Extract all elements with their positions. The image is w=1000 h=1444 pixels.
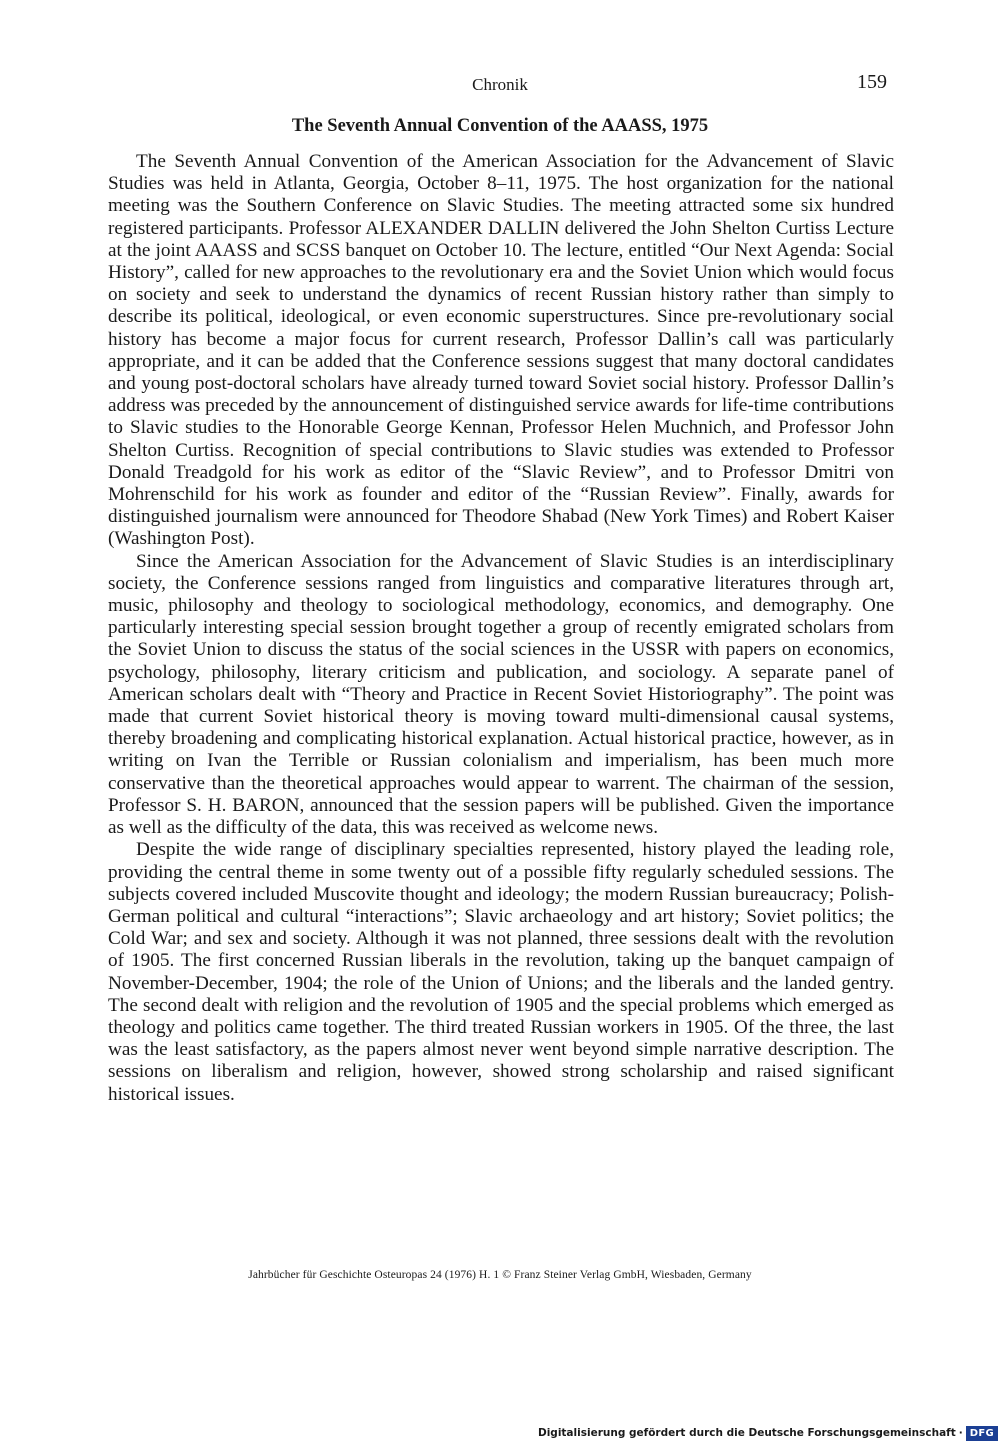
- digitization-text: Digitalisierung gefördert durch die Deutsche Forschungsgemeinschaft: [537, 1427, 956, 1439]
- dfg-logo-icon: DFG: [966, 1426, 998, 1441]
- paragraph: Since the American Association for the Advancement of Slavic Studies is an interdisciplinary society, the Conference sessions ranged from linguistics and comparative literatures through art, music, philosophy and theology to sociological methodology, economics, and demography. One particularly interesting special session brought together a group of recently emigrated scholars from the Soviet Union to discuss the status of the social sciences in the USSR with papers on economics, psychology, philosophy, literary criticism and publication, and sociology. A separate panel of American scholars dealt with “Theory and Practice in Recent Soviet Historiography”. The point was made that current Soviet historical theory is moving toward multi-dimensional causal systems, thereby broadening and complicating historical explanation. Actual historical practice, however, as in writing on Ivan the Terrible or Russian colonialism and imperialism, has been much more conservative than the theoretical approaches would appear to warrent. The chairman of the session, Professor S. H. BARON, announced that the session papers will be published. Given the importance as well as the difficulty of the data, this was received as welcome news.: [108, 550, 894, 839]
- article-body: [108, 151, 894, 1106]
- article-title: The Seventh Annual Convention of the AAASS, 1975: [291, 116, 709, 136]
- separator: ·: [958, 1427, 963, 1439]
- paragraph: The Seventh Annual Convention of the American Association for the Advancement of Slavic Studies was held in Atlanta, Georgia, October 8–11, 1975. The host organization for the national meeting was the Southern Conference on Slavic Studies. The meeting attracted some six hundred registered participants. Professor ALEXANDER DALLIN delivered the John Shelton Curtiss Lecture at the joint AAASS and SCSS banquet on October 10. The lecture, entitled “Our Next Agenda: Social History”, called for new approaches to the revolutionary era and the Soviet Union which would focus on society and seek to understand the dynamics of recent Russian history rather than simply to describe its political, ideological, or even economic superstructures. Since pre-revolutionary social history has become a major focus for current research, Professor Dallin’s call was particularly appropriate, and it can be added that the Conference sessions suggest that many doctoral candidates and young post-doctoral scholars have already turned toward Soviet social history. Professor Dallin’s address was preceded by the announcement of distinguished service awards for life-time contributions to Slavic studies to the Honorable George Kennan, Professor Helen Muchnich, and Professor John Shelton Curtiss. Recognition of special contributions to Slavic studies was extended to Professor Donald Treadgold for his work as editor of the “Slavic Review”, and to Professor Dmitri von Mohrenschild for his work as founder and editor of the “Russian Review”. Finally, awards for distinguished journalism were announced for Theodore Shabad (New York Times) and Robert Kaiser (Washington Post).: [108, 151, 894, 550]
- running-head: [0, 71, 1000, 99]
- digitization-note: [538, 1423, 1000, 1443]
- paragraph: Despite the wide range of disciplinary specialties represented, history played the leading role, providing the central theme in some twenty out of a possible fifty regularly scheduled sessions. The subjects covered included Muscovite thought and ideology; the modern Russian bureaucracy; Polish-German political and cultural “interactions”; Slavic archaeology and art history; Soviet politics; the Cold War; and sex and society. Although it was not planned, three sessions dealt with the revolution of 1905. The first concerned Russian liberals in the revolution, taking up the banquet campaign of November-December, 1904; the role of the Union of Unions; and the liberals and the landed gentry. The second dealt with religion and the revolution of 1905 and the special problems which emerged as theology and politics came together. The third treated Russian workers in 1905. Of the three, the last was the least satisfactory, as the papers almost never went beyond simple narrative description. The sessions on liberalism and religion, however, showed strong scholarship and raised significant historical issues.: [108, 839, 894, 1105]
- page-number: 159: [857, 71, 887, 93]
- publication-footer: Jahrbücher für Geschichte Osteuropas 24 (1976) H. 1 © Franz Steiner Verlag GmbH, Wiesbaden, Germany: [248, 1269, 752, 1281]
- running-title: Chronik: [472, 75, 528, 94]
